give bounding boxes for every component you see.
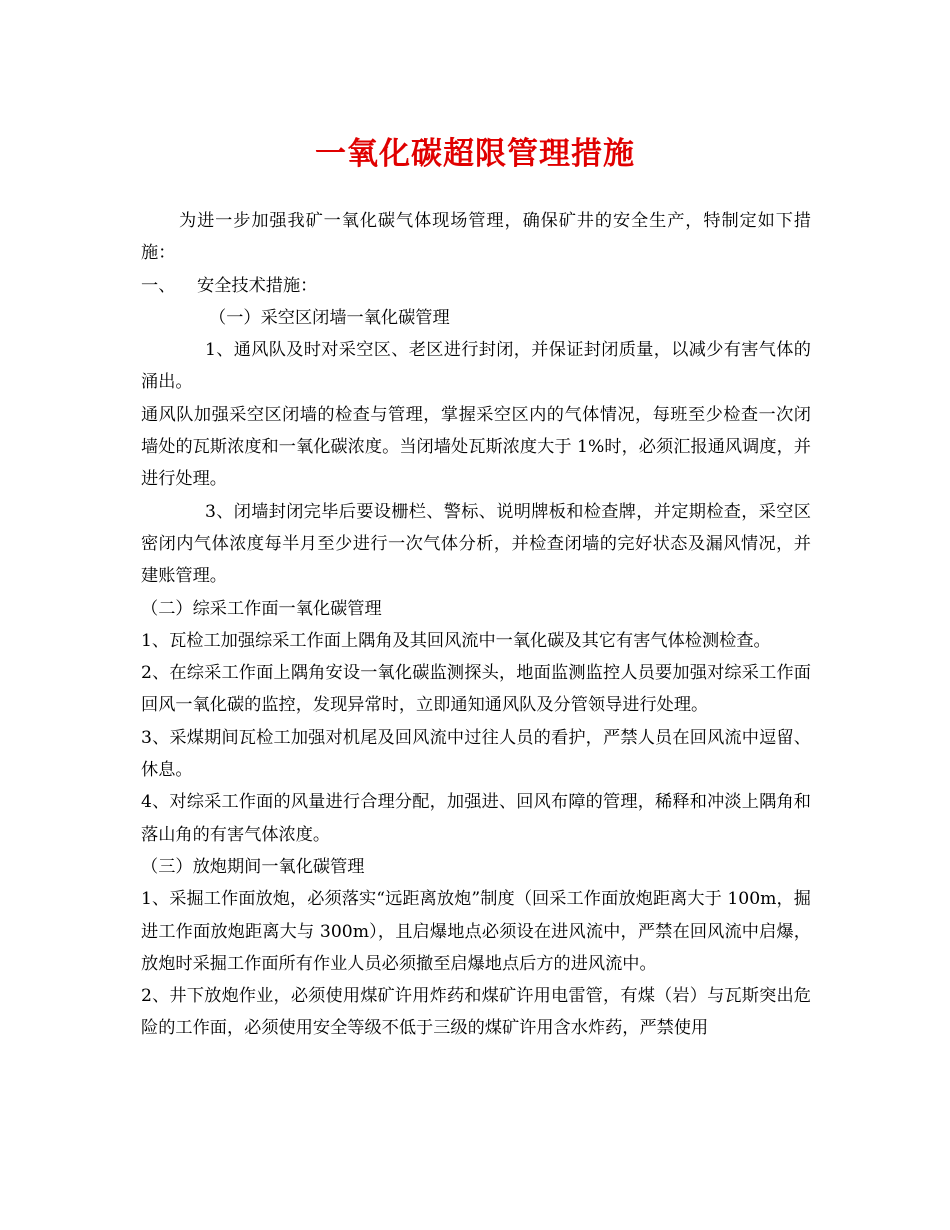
- paragraph: 1、通风队及时对采空区、老区进行封闭，并保证封闭质量，以减少有害气体的涌出。: [141, 340, 811, 393]
- list-item: 2、在综采工作面上隅角安设一氧化碳监测探头，地面监测监控人员要加强对综采工作面回风一氧化碳的监控，发现异常时，立即通知通风队及分管领导进行处理。: [141, 663, 811, 716]
- list-item: 1、瓦检工加强综采工作面上隅角及其回风流中一氧化碳及其它有害气体检测检查。: [141, 630, 771, 651]
- subsection-title-3: （三）放炮期间一氧化碳管理: [141, 856, 365, 877]
- section-heading: [141, 270, 811, 302]
- paragraph: 通风队加强采空区闭墙的检查与管理，掌握采空区内的气体情况，每班至少检查一次闭墙处的瓦斯浓度和一氧化碳浓度。当闭墙处瓦斯浓度大于 1%时，必须汇报通风调度，并进行处理。: [141, 404, 811, 490]
- list-item: 2、井下放炮作业，必须使用煤矿许用炸药和煤矿许用电雷管，有煤（岩）与瓦斯突出危险的工作面，必须使用安全等级不低于三级的煤矿许用含水炸药，严禁使用: [141, 986, 811, 1039]
- list-item: 3、采煤期间瓦检工加强对机尾及回风流中过往人员的看护，严禁人员在回风流中逗留、休息。: [141, 727, 811, 781]
- document-title: 一氧化碳超限管理措施: [315, 136, 635, 172]
- subsection-title-1: （一）采空区闭墙一氧化碳管理: [209, 307, 450, 328]
- list-item: 4、对综采工作面的风量进行合理分配，加强进、回风布障的管理，稀释和冲淡上隅角和落山角的有害气体浓度。: [141, 792, 811, 845]
- subsection-title-2: （二）综采工作面一氧化碳管理: [141, 598, 382, 619]
- document-body: [141, 205, 811, 1045]
- intro-paragraph: 为进一步加强我矿一氧化碳气体现场管理，确保矿井的安全生产，特制定如下措施：: [141, 211, 811, 264]
- paragraph: 3、闭墙封闭完毕后要设栅栏、警标、说明牌板和检查牌，并定期检查，采空区密闭内气体浓度每半月至少进行一次气体分析，并检查闭墙的完好状态及漏风情况，并建账管理。: [141, 501, 811, 587]
- section-title: 安全技术措施：: [197, 275, 318, 296]
- section-number: 一、: [141, 275, 176, 296]
- list-item: 1、采掘工作面放炮，必须落实“远距离放炮”制度（回采工作面放炮距离大于 100m，掘进工作面放炮距离大与 300m），且启爆地点必须设在进风流中，严禁在回风流中启爆，放炮时采掘工作面所有作业人员必须撤至启爆地点后方的进风流中。: [141, 889, 811, 974]
